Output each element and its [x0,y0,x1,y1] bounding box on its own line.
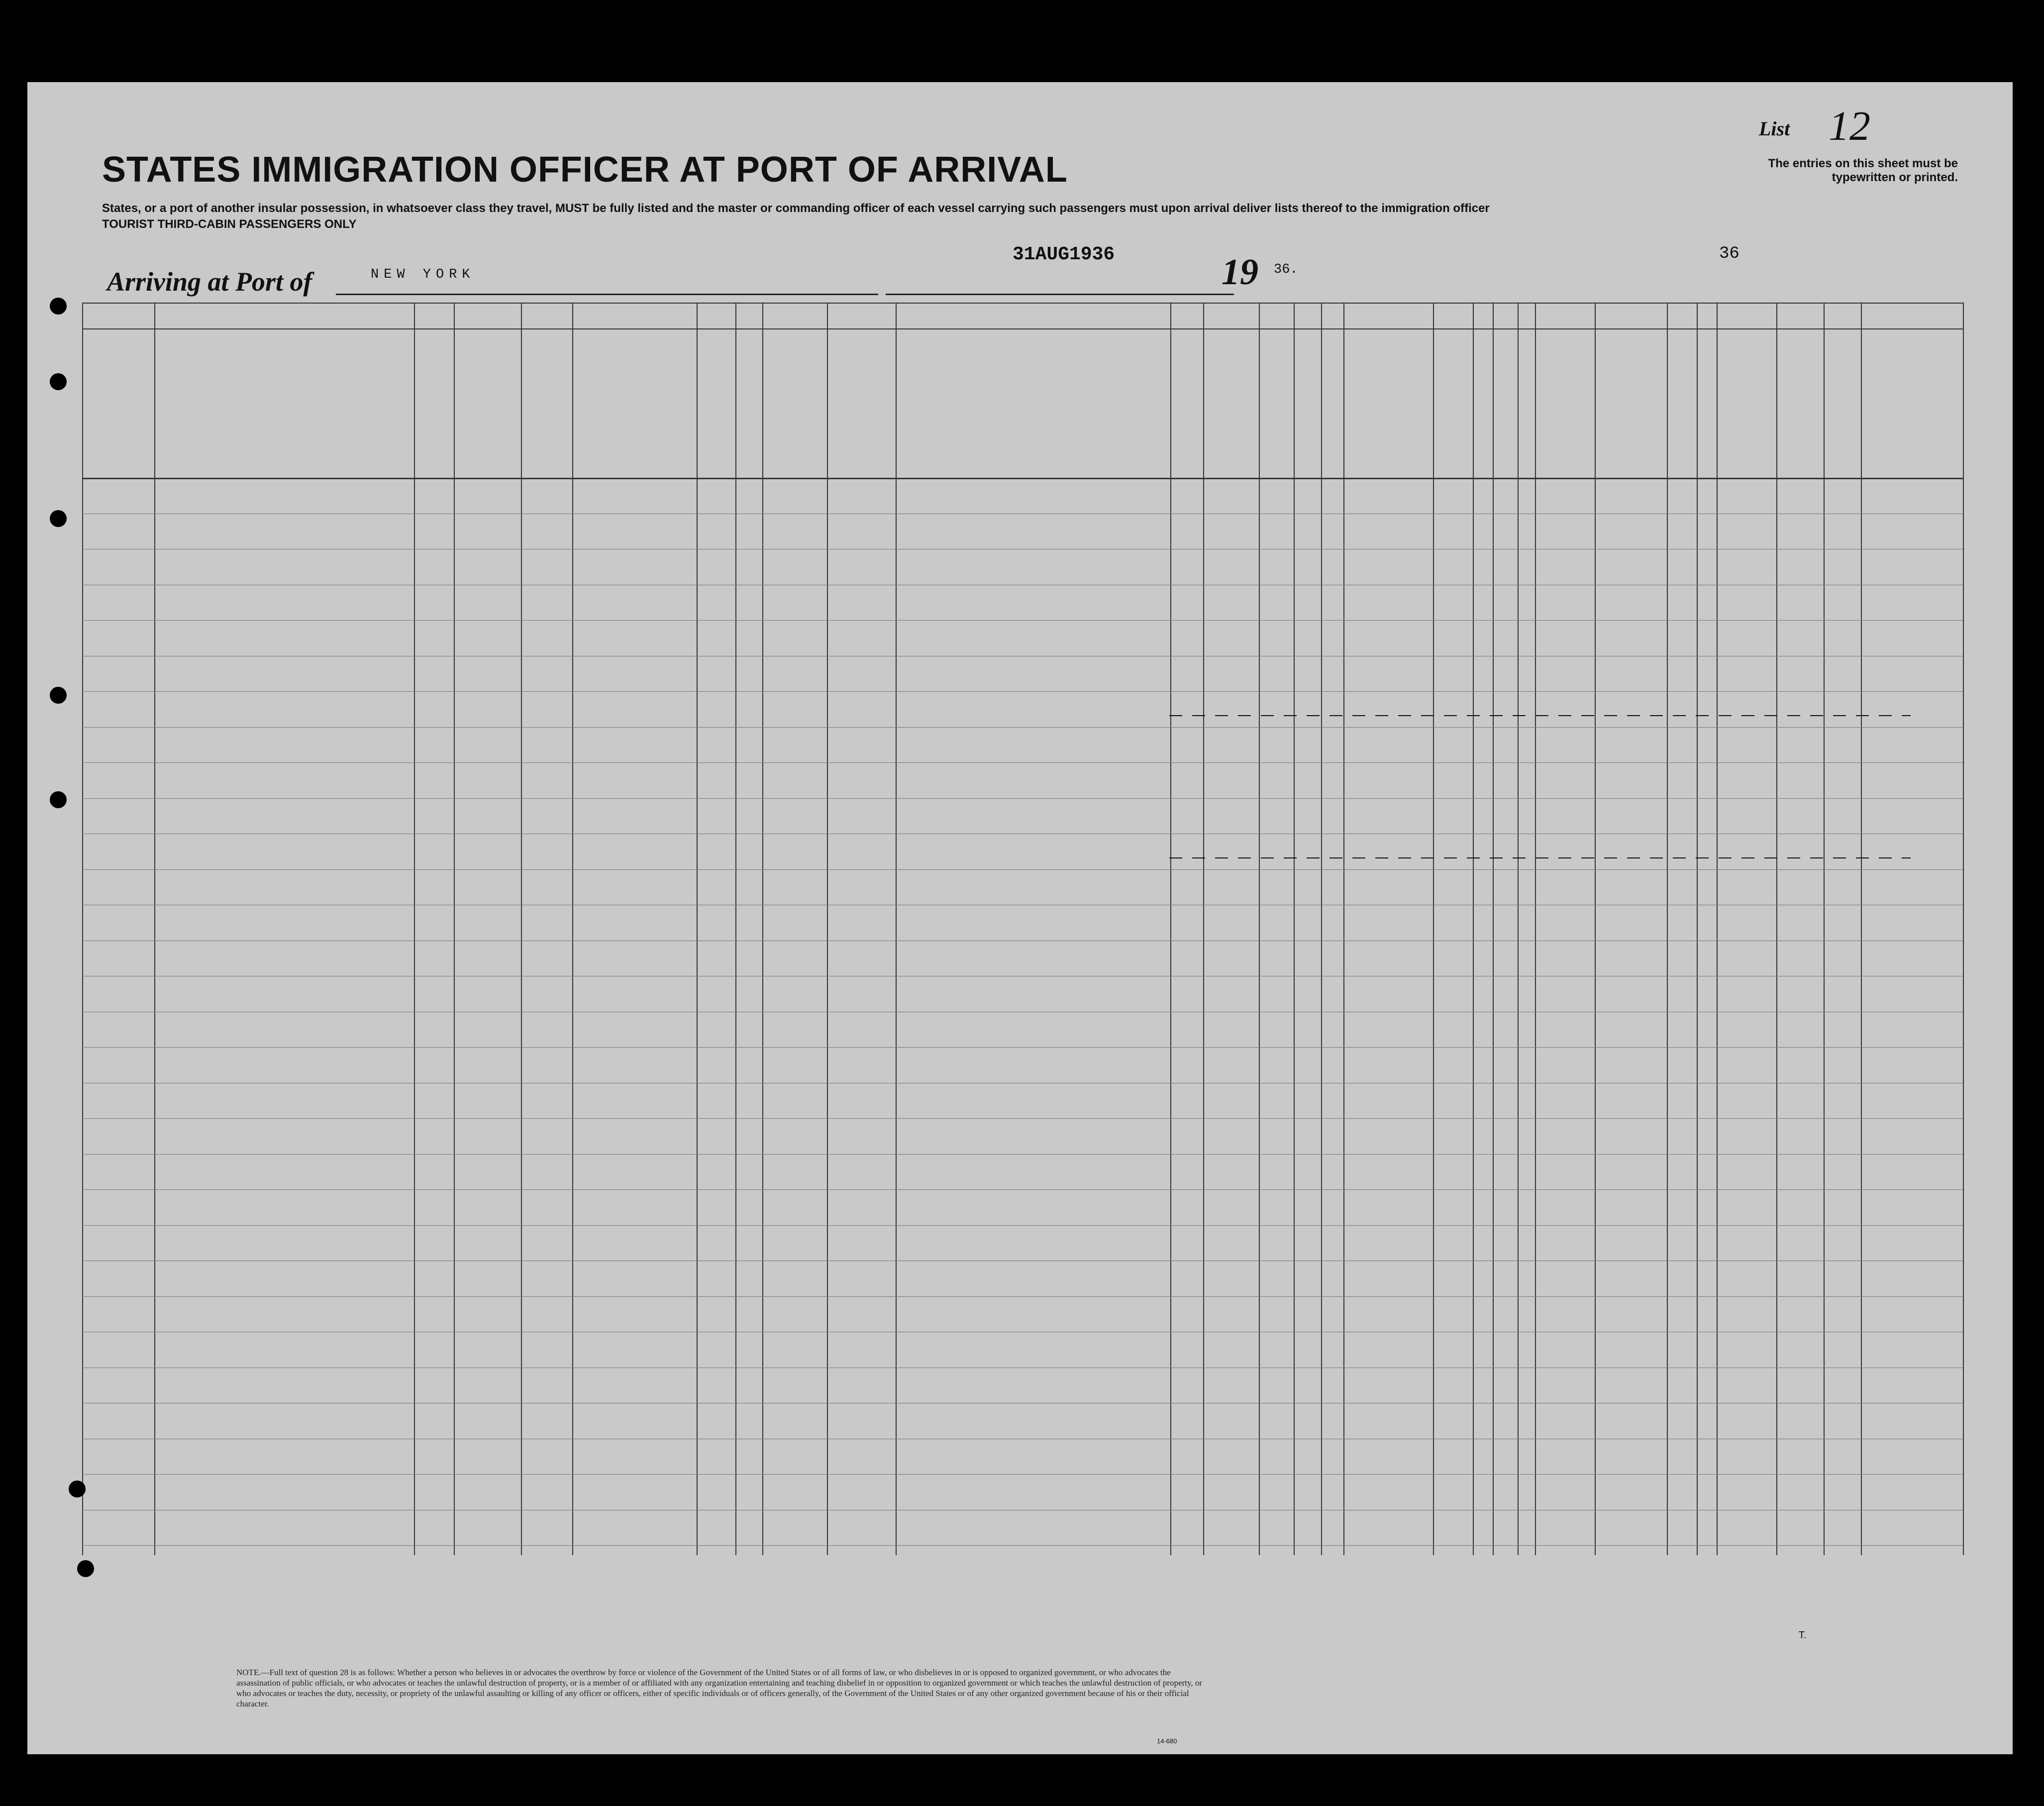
column-divider [1963,303,1964,1555]
row-rule [82,1189,1963,1190]
corner-mark: T. [1799,1630,1807,1641]
punch-hole [50,510,67,527]
list-number: 12 [1829,103,1870,149]
year-suffix: 36. [1274,262,1298,277]
row-rule [82,620,1963,621]
row-rule [82,869,1963,870]
class-line: TOURIST THIRD-CABIN PASSENGERS ONLY [102,217,357,231]
typewritten-instruction: The entries on this sheet must be typewritten or printed. [1768,157,1958,184]
punch-hole [69,1481,86,1497]
punch-hole [50,791,67,808]
date-stamp: 31AUG1936 [1013,244,1115,265]
row-rule [82,1154,1963,1155]
year-prefix: 19 [1222,252,1258,293]
row-rule [82,1545,1963,1546]
row-rule [82,1118,1963,1119]
row-rule [82,1047,1963,1048]
sheet-number: 36 [1719,244,1739,263]
row-rule [82,1296,1963,1297]
colnum-rule [82,328,1963,329]
list-label: List [1759,117,1790,140]
dash-line [1169,857,1911,858]
footer-note: NOTE.—Full text of question 28 is as follows: Whether a person who believes in or advocates the overthrow by force or violence of the Government of the United States or of all forms of law, or who disbelieves in or is opposed to organized government, or who advocates the assassination of public officials, or who advocates or teaches the unlawful destruction of property, or is a member of or affiliated with any organization entertaining and teaching disbelief in or opposition to organized government or which teaches the unlawful destruction of property, or who advocates or teaches the duty, necessity, or propriety of the unlawful assaulting or killing of any officer or officers, either of specific individuals or of officers generally, of the Government of the United States or of any other organized government because of his or their official character. [236,1668,1203,1708]
row-rule [82,727,1963,728]
subtitle: States, or a port of another insular possession, in whatsoever class they travel, MUST be fully listed and the master or commanding officer of each vessel carrying such passengers must upon arrival deliver lists thereof to the immigration officer [102,202,1490,215]
page-title: STATES IMMIGRATION OFFICER AT PORT OF ARRIVAL [102,150,1068,190]
row-rule [82,1474,1963,1475]
port-name: NEW YORK [371,267,475,282]
punch-hole [50,373,67,390]
row-rule [82,762,1963,763]
arriving-label: Arriving at Port of [107,267,312,297]
punch-hole [50,298,67,315]
punch-hole [50,687,67,704]
punch-hole [77,1560,94,1577]
row-rule [82,798,1963,799]
row-rule [82,1225,1963,1226]
form-number: 14-680 [1157,1737,1177,1745]
row-rule [82,691,1963,692]
manifest-sheet [27,82,2013,1754]
header-bottom-rule [82,478,1963,479]
table-top-rule [82,303,1963,304]
dash-line [1169,715,1911,716]
